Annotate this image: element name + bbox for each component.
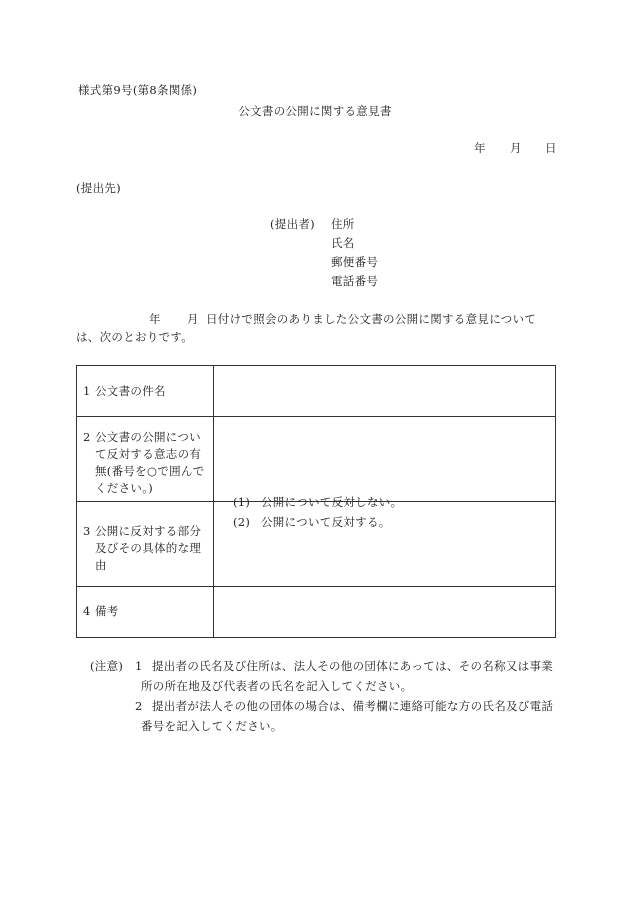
table-row — [77, 366, 555, 417]
row-label-line: 由 — [95, 558, 107, 572]
option-number: (2) — [233, 515, 251, 529]
notes-label: (注意) — [90, 659, 124, 673]
row-label-line: 公文書の件名 — [95, 384, 166, 398]
submitter-name-label: 氏名 — [331, 236, 355, 250]
row-label-line: ください。) — [95, 481, 154, 495]
row-number: 3 — [83, 524, 91, 538]
intro-text-line1: 日付けで照会のありました公文書の公開に関する意見について — [206, 312, 537, 326]
date-day-label: 日 — [545, 141, 557, 155]
row-label-line: 無(番号を○で囲んで — [95, 464, 205, 478]
row-label-line: 及びその具体的な理 — [95, 541, 202, 555]
option-number: (1) — [233, 495, 251, 509]
submitter-address-label: 住所 — [331, 217, 355, 231]
row-label-line: て反対する意志の有 — [95, 447, 202, 461]
intro-year-label: 年 — [149, 312, 161, 326]
note-number: 2 — [135, 699, 143, 713]
option-text: 公開について反対する。 — [261, 515, 391, 529]
note-text-line: 所の所在地及び代表者の氏名を記入してください。 — [141, 679, 413, 693]
row-label-cell — [77, 366, 214, 416]
row-label-line: 備考 — [95, 604, 119, 618]
intro-text-line2: は、次のとおりです。 — [76, 330, 194, 344]
note-text-line: 提出者の氏名及び住所は、法人その他の団体にあっては、その名称又は事業 — [152, 659, 554, 673]
date-year-label: 年 — [474, 141, 486, 155]
submitter-phone-label: 電話番号 — [331, 274, 379, 288]
opinion-table — [76, 365, 556, 638]
date-month-label: 月 — [510, 141, 522, 155]
table-row — [77, 417, 555, 529]
row-label-line: 公開に反対する部分 — [95, 524, 202, 538]
row-label-cell — [77, 502, 214, 586]
form-number: 様式第9号(第8条関係) — [78, 83, 198, 97]
recipient-label: (提出先) — [76, 181, 121, 195]
row-label — [95, 603, 211, 620]
row-number: 1 — [83, 384, 91, 398]
intro-month-label: 月 — [187, 312, 199, 326]
row-label — [95, 383, 211, 400]
row-label — [95, 523, 211, 574]
row-label-line: 公文書の公開につい — [95, 430, 201, 444]
table-row — [77, 502, 555, 587]
table-row — [77, 587, 555, 637]
submitter-postal-code-label: 郵便番号 — [331, 255, 379, 269]
row-label — [95, 429, 211, 497]
note-text-line: 提出者が法人その他の団体の場合は、備考欄に連絡可能な方の氏名及び電話 — [152, 699, 554, 713]
note-text-line: 番号を記入してください。 — [141, 719, 283, 733]
row-number: 4 — [83, 604, 91, 618]
option-text: 公開について反対しない。 — [261, 495, 403, 509]
row-label-cell — [77, 587, 214, 637]
document-title: 公文書の公開に関する意見書 — [238, 104, 392, 118]
note-number: 1 — [135, 659, 143, 673]
row-label-cell — [77, 417, 214, 501]
submitter-label: (提出者) — [270, 217, 315, 231]
row-number: 2 — [83, 430, 91, 444]
